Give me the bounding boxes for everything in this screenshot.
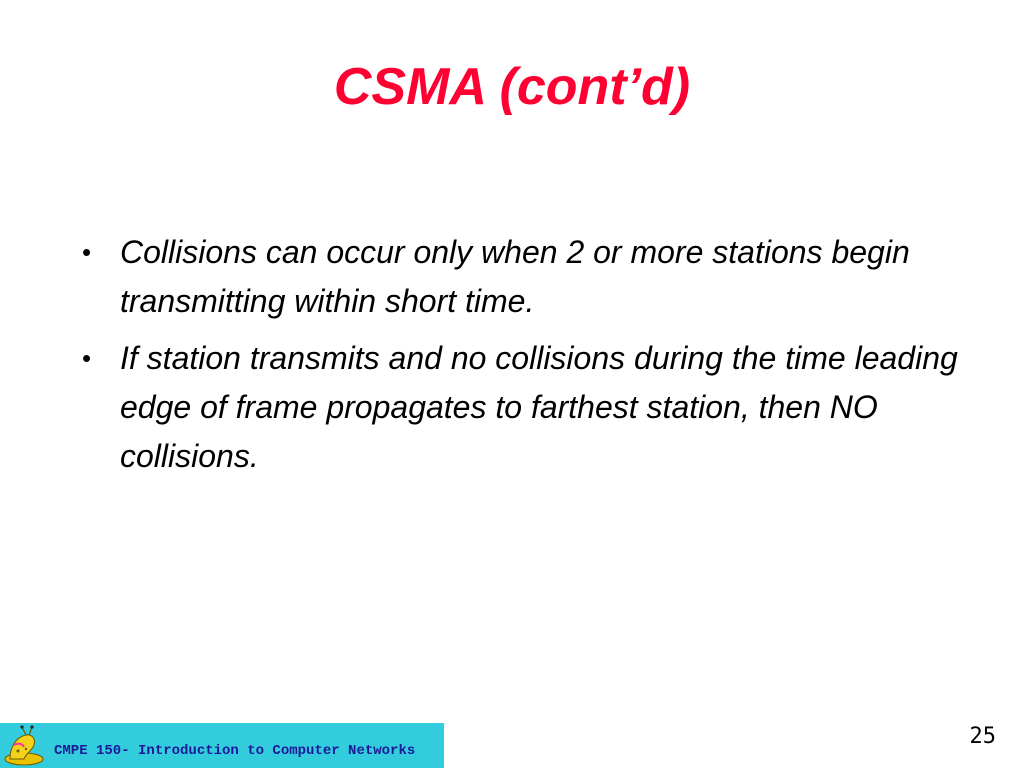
bullet-item [80,228,960,326]
bullet-text: If station transmits and no collisions during the time leading edge of frame propagates to farthest station, then NO collisions. [120,340,958,474]
slide-title: CSMA (cont’d) [333,58,691,116]
bullet-text: Collisions can occur only when 2 or more stations begin transmitting within short time. [120,234,910,319]
page-number: 25 [969,724,996,749]
footer-course-text: CMPE 150- Introduction to Computer Networks [54,743,416,759]
bullet-item [80,334,960,481]
bullet-list [80,228,960,489]
bullet-icon: • [82,237,92,267]
bullet-icon: • [82,343,92,373]
slug-mascot-icon [2,723,46,768]
